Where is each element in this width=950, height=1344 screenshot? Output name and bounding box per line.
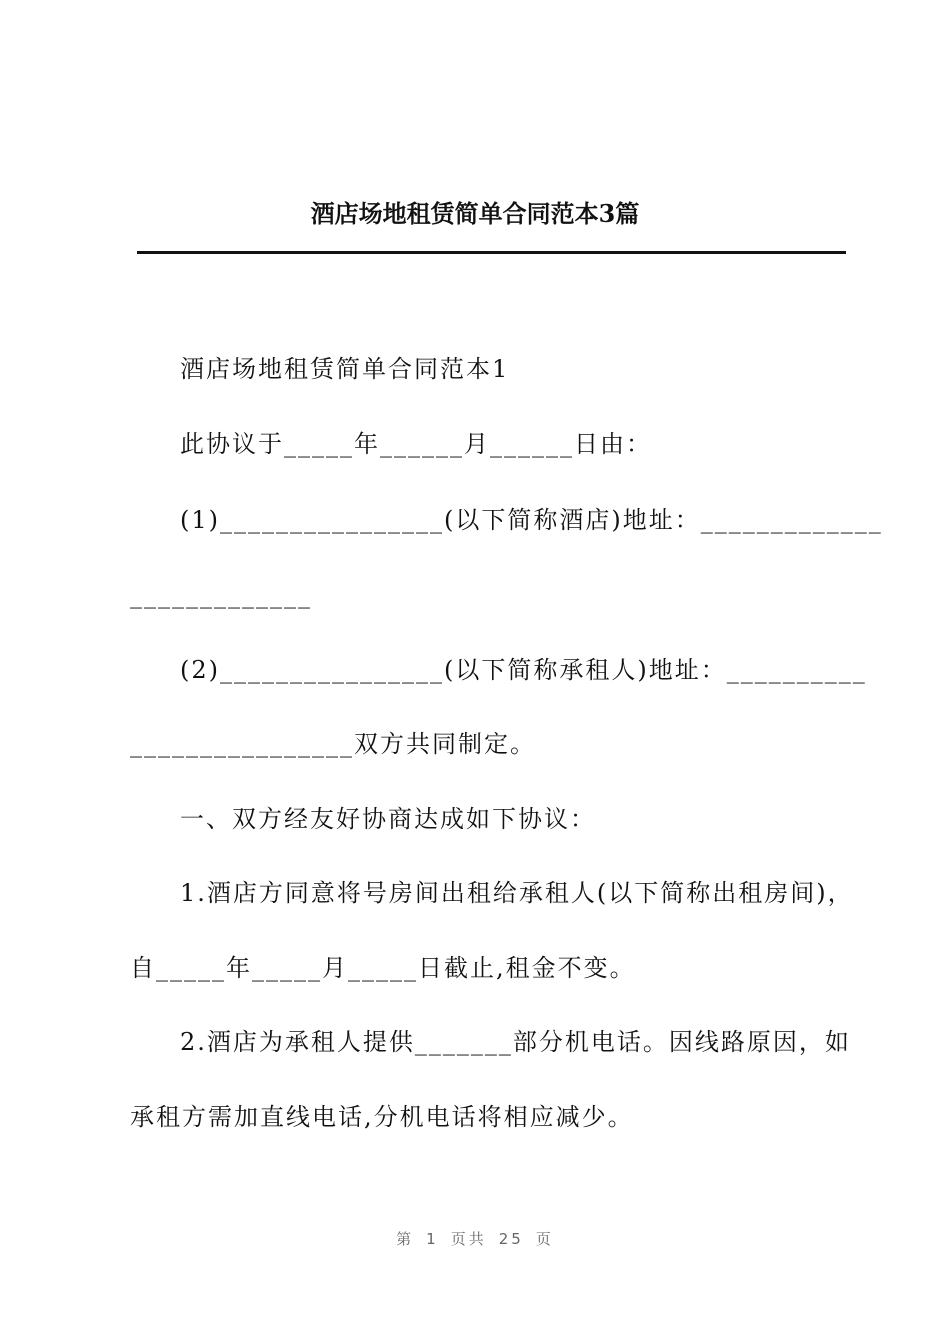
paragraph-line: 此协议于_____年______月______日由： <box>180 430 652 458</box>
paragraph-line: 自_____年_____月_____日截止,租金不变。 <box>130 954 636 982</box>
page-title: 酒店场地租赁简单合同范本3篇 <box>310 199 640 228</box>
title-divider <box>137 251 846 254</box>
footer-label-page: 第 <box>396 1230 415 1248</box>
footer-label-suffix: 页 <box>535 1230 554 1248</box>
paragraph-line: 2.酒店为承租人提供_______部分机电话。因线路原因，如 <box>180 1028 851 1056</box>
footer-total-pages: 25 <box>498 1230 524 1248</box>
paragraph-line: 一、双方经友好协商达成如下协议： <box>180 805 596 833</box>
paragraph-line: ________________双方共同制定。 <box>130 730 536 758</box>
footer-label-of: 页共 <box>450 1230 487 1248</box>
paragraph-line: _____________ <box>130 581 312 609</box>
paragraph-line: (2)________________(以下简称承租人)地址：__________ <box>180 656 867 684</box>
page-footer <box>0 1228 950 1249</box>
paragraph-line: 承租方需加直线电话,分机电话将相应减少。 <box>130 1103 634 1131</box>
section-heading: 酒店场地租赁简单合同范本1 <box>180 355 510 383</box>
paragraph-line: 1.酒店方同意将号房间出租给承租人(以下简称出租房间)， <box>180 879 854 907</box>
footer-current-page: 1 <box>426 1230 439 1248</box>
paragraph-line: (1)________________(以下简称酒店)地址：_____________ <box>180 506 883 534</box>
